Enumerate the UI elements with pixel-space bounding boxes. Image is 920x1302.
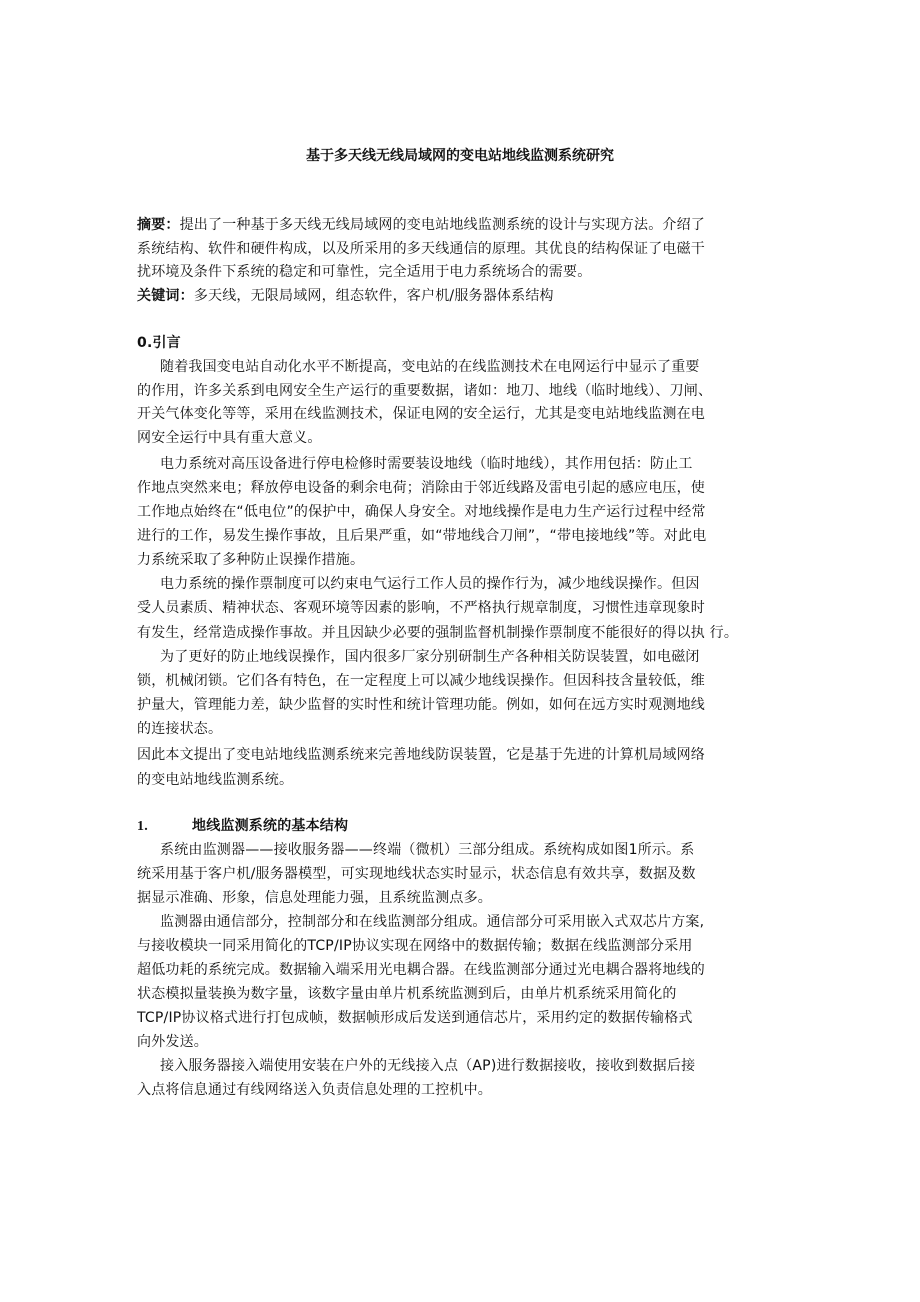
abstract-line: 系统结构、软件和硬件构成，以及所采用的多天线通信的原理。其优良的结构保证了电磁干 bbox=[137, 241, 705, 257]
section-number: 1. bbox=[137, 819, 148, 834]
section-0-heading: 0.引言 bbox=[137, 335, 181, 351]
document-title: 基于多天线无线局域网的变电站地线监测系统研究 bbox=[306, 148, 614, 164]
paragraph-line: 监测器由通信部分，控制部分和在线监测部分组成。通信部分可采用嵌入式双芯片方案, bbox=[160, 914, 705, 930]
paragraph-line: 网安全运行中具有重大意义。 bbox=[137, 430, 322, 446]
keywords-label: 关键词： bbox=[137, 288, 194, 304]
paragraph-line: 电力系统的操作票制度可以约束电气运行工作人员的操作行为，减少地线误操作。但因 bbox=[160, 576, 700, 592]
section-title: 地线监测系统的基本结构 bbox=[192, 818, 349, 834]
paragraph-line: 锁，机械闭锁。它们各有特色，在一定程度上可以减少地线误操作。但因科技含量较低，维 bbox=[137, 673, 705, 689]
paragraph-line: 系统由监测器——接收服务器——终端（微机）三部分组成。系统构成如图1所示。系 bbox=[160, 842, 695, 858]
paragraph-line: 电力系统对高压设备进行停电检修时需要装设地线（临时地线），其作用包括：防止工 bbox=[160, 456, 693, 472]
paragraph-line: 状态模拟量装换为数字量，该数字量由单片机系统监测到后，由单片机系统采用简化的 bbox=[137, 986, 677, 1002]
paragraph-line: 与接收模块一同采用简化的TCP/IP协议实现在网络中的数据传输；数据在线监测部分采用 bbox=[137, 938, 693, 954]
paragraph-line: 随着我国变电站自动化水平不断提高，变电站的在线监测技术在电网运行中显示了重要 bbox=[160, 359, 700, 375]
paragraph-line: TCP/IP协议格式进行打包成帧，数据帧形成后发送到通信芯片，采用约定的数据传输格式 bbox=[137, 1010, 693, 1026]
paragraph-line: 统采用基于客户机/服务器模型，可实现地线状态实时显示，状态信息有效共享，数据及数 bbox=[137, 866, 696, 882]
paragraph-line: 因此本文提出了变电站地线监测系统来完善地线防误装置，它是基于先进的计算机局域网络 bbox=[137, 747, 705, 763]
paragraph-line: 护量大，管理能力差，缺少监督的实时性和统计管理功能。例如，如何在远方实时观测地线 bbox=[137, 697, 705, 713]
keywords-line bbox=[137, 286, 554, 306]
abstract-text: 提出了一种基于多天线无线局域网的变电站地线监测系统的设计与实现方法。介绍了 bbox=[179, 217, 706, 233]
paragraph-line: 工作地点始终在“低电位”的保护中，确保人身安全。对地线操作是电力生产运行过程中经常 bbox=[137, 504, 706, 520]
paragraph-line: 为了更好的防止地线误操作，国内很多厂家分别研制生产各种相关防误装置，如电磁闭 bbox=[160, 649, 700, 665]
paragraph-line: 的变电站地线监测系统。 bbox=[137, 772, 294, 788]
paragraph-line: 据显示准确、形象，信息处理能力强，且系统监测点多。 bbox=[137, 890, 492, 906]
abstract-line bbox=[137, 215, 705, 235]
paragraph-line: 开关气体变化等等，采用在线监测技术，保证电网的安全运行，尤其是变电站地线监测在电 bbox=[137, 406, 705, 422]
paragraph-line: 受人员素质、精神状态、客观环境等因素的影响，不严格执行规章制度，习惯性违章现象时 bbox=[137, 600, 705, 616]
paragraph-line: 超低功耗的系统完成。数据输入端采用光电耦合器。在线监测部分通过光电耦合器将地线的 bbox=[137, 962, 705, 978]
paragraph-line: 接入服务器接入端使用安装在户外的无线接入点（AP)进行数据接收，接收到数据后接 bbox=[160, 1058, 696, 1074]
paragraph-line: 向外发送。 bbox=[137, 1034, 208, 1050]
paragraph-line: 有发生，经常造成操作事故。并且因缺少必要的强制监督机制操作票制度不能很好的得以执 行。 bbox=[137, 625, 739, 641]
keywords-text: 多天线，无限局域网，组态软件，客户机/服务器体系结构 bbox=[193, 288, 554, 304]
paragraph-line: 进行的工作，易发生操作事故，且后果严重，如“带地线合刀闸”，“带电接地线”等。对此电 bbox=[137, 528, 707, 544]
abstract-line: 扰环境及条件下系统的稳定和可靠性，完全适用于电力系统场合的需要。 bbox=[137, 264, 592, 280]
paragraph-line: 入点将信息通过有线网络送入负责信息处理的工控机中。 bbox=[137, 1082, 492, 1098]
abstract-label: 摘要： bbox=[137, 217, 180, 233]
paragraph-line: 的连接状态。 bbox=[137, 721, 223, 737]
paragraph-line: 力系统采取了多种防止误操作措施。 bbox=[137, 552, 365, 568]
paragraph-line: 作地点突然来电；释放停电设备的剩余电荷；消除由于邻近线路及雷电引起的感应电压，使 bbox=[137, 480, 705, 496]
paragraph-line: 的作用，许多关系到电网安全生产运行的重要数据，诸如：地刀、地线（临时地线）、刀闸、 bbox=[137, 383, 713, 399]
section-1-heading bbox=[137, 816, 348, 837]
